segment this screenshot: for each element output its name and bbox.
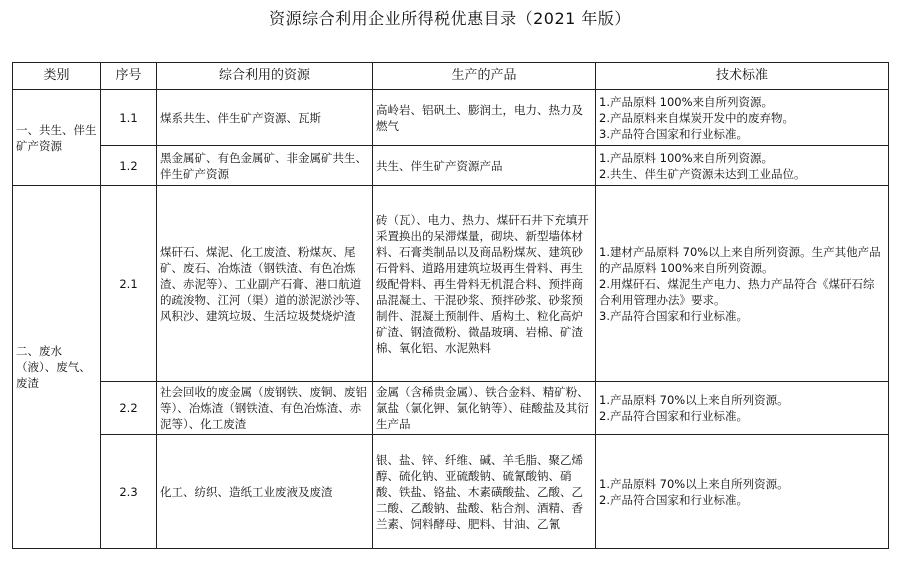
standard-line: 2.共生、伴生矿产资源未达到工业品位。 <box>599 166 806 181</box>
resource-cell: 化工、纺织、造纸工业废液及废渣 <box>157 435 373 549</box>
header-standard: 技术标准 <box>596 63 889 90</box>
category-cell: 一、共生、伴生矿产资源 <box>13 90 101 186</box>
table-header-row <box>13 63 889 90</box>
standard-cell <box>596 435 889 549</box>
table-row <box>13 90 889 146</box>
product-cell: 共生、伴生矿产资源产品 <box>373 146 596 186</box>
standard-cell <box>596 90 889 146</box>
standard-line: 2.产品符合国家和行业标准。 <box>599 492 748 507</box>
page-title: 资源综合利用企业所得税优惠目录（2021 年版） <box>269 9 631 28</box>
seq-cell: 2.3 <box>101 435 157 549</box>
product-cell: 高岭岩、铝矾土、膨润土，电力、热力及燃气 <box>373 90 596 146</box>
standard-line: 2.用煤矸石、煤泥生产电力、热力产品符合《煤矸石综合利用管理办法》要求。 <box>599 276 875 307</box>
standard-line: 2.产品原料来自煤炭开发中的废弃物。 <box>599 110 794 125</box>
seq-cell: 2.2 <box>101 382 157 435</box>
table-row <box>13 382 889 435</box>
tax-catalog-table <box>12 62 889 549</box>
standard-line: 1.产品原料 70%以上来自所列资源。 <box>599 476 789 491</box>
seq-cell: 1.1 <box>101 90 157 146</box>
product-cell: 砖（瓦）、电力、热力、煤矸石井下充填开采置换出的呆滞煤量，砌块、新型墙体材料、石膏类制品以及商品粉煤灰、建筑砂石骨料、道路用建筑垃圾再生骨料、再生级配骨料、再生骨料无机混合料、预拌商品混凝土、干混砂浆、预拌砂浆、砂浆预制件、混凝土预制件、盾构土、粒化高炉矿渣、钢渣微粉、微晶玻璃、岩棉、矿渣棉、氧化铝、水泥熟料 <box>373 186 596 382</box>
header-resource: 综合利用的资源 <box>157 63 373 90</box>
resource-cell: 煤矸石、煤泥、化工废渣、粉煤灰、尾矿、废石、冶炼渣（钢铁渣、有色冶炼渣、赤泥等）、工业副产石膏、港口航道的疏浚物、江河（渠）道的淤泥淤沙等、风积沙、建筑垃圾、生活垃圾焚烧炉渣 <box>157 186 373 382</box>
product-cell: 银、盐、锌、纤维、碱、羊毛脂、聚乙烯醇、硫化钠、亚硫酸钠、硫氰酸钠、硝酸、铁盐、铬盐、木素磺酸盐、乙酸、乙二酸、乙酸钠、盐酸、粘合剂、酒精、香兰素、饲料酵母、肥料、甘油、乙氰 <box>373 435 596 549</box>
standard-line: 3.产品符合国家和行业标准。 <box>599 126 748 141</box>
standard-cell <box>596 146 889 186</box>
standard-cell <box>596 382 889 435</box>
table-row <box>13 186 889 382</box>
header-category: 类别 <box>13 63 101 90</box>
standard-line: 1.建材产品原料 70%以上来自所列资源。生产其他产品的产品原料 100%来自所列资源。 <box>599 244 881 275</box>
standard-cell <box>596 186 889 382</box>
seq-cell: 1.2 <box>101 146 157 186</box>
table-row <box>13 435 889 549</box>
standard-line: 1.产品原料 70%以上来自所列资源。 <box>599 393 789 407</box>
resource-cell: 煤系共生、伴生矿产资源、瓦斯 <box>157 90 373 146</box>
header-product: 生产的产品 <box>373 63 596 90</box>
standard-line: 2.产品符合国家和行业标准。 <box>599 409 748 423</box>
product-cell: 金属（含稀贵金属）、铁合金料、精矿粉、氯盐（氯化钾、氯化钠等）、硅酸盐及其衍生产品 <box>373 382 596 435</box>
category-cell: 二、废水（液）、废气、废渣 <box>13 186 101 549</box>
standard-line: 1.产品原料 100%来自所列资源。 <box>599 94 774 109</box>
standard-line: 1.产品原料 100%来自所列资源。 <box>599 150 774 165</box>
header-seq: 序号 <box>101 63 157 90</box>
standard-line: 3.产品符合国家和行业标准。 <box>599 308 748 323</box>
table-row <box>13 146 889 186</box>
resource-cell: 社会回收的废金属（废钢铁、废铜、废铝等）、冶炼渣（钢铁渣、有色冶炼渣、赤泥等）、化工废渣 <box>157 382 373 435</box>
seq-cell: 2.1 <box>101 186 157 382</box>
resource-cell: 黑金属矿、有色金属矿、非金属矿共生、伴生矿产资源 <box>157 146 373 186</box>
